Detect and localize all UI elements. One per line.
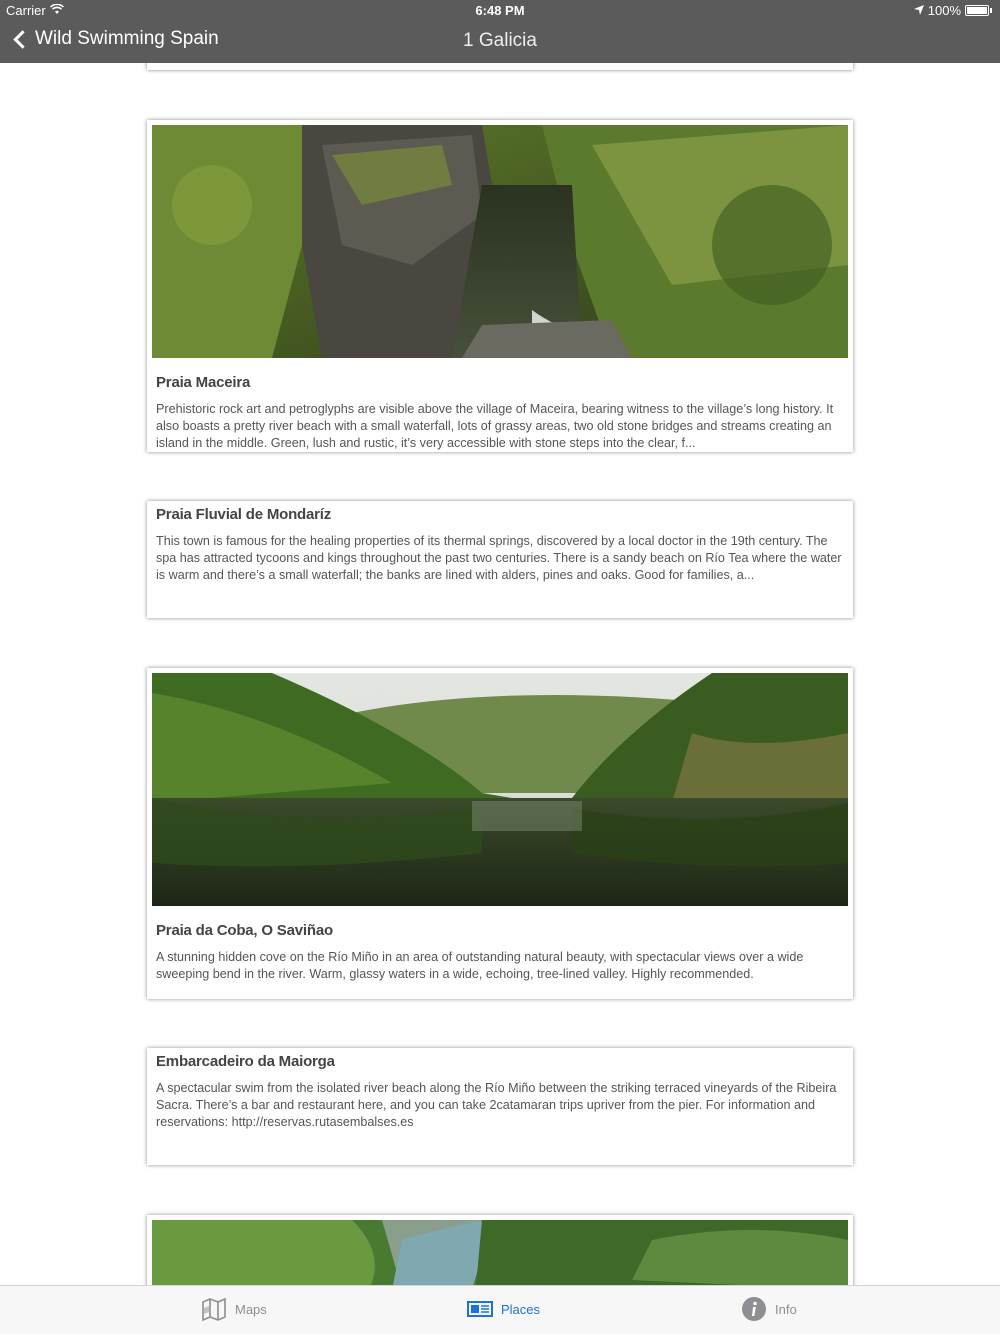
battery-icon [965, 5, 989, 16]
place-card[interactable] [147, 668, 853, 999]
map-icon [201, 1296, 227, 1322]
place-card[interactable] [147, 501, 853, 618]
tab-places[interactable] [467, 1296, 540, 1322]
status-right [914, 3, 992, 18]
place-title: Embarcadeiro da Maiorga [156, 1053, 335, 1070]
tab-info[interactable] [741, 1296, 797, 1322]
place-description: A stunning hidden cove on the Río Miño in an area of outstanding natural beauty, with spectacular views over a wide sweeping bend in the river. Warm, glassy waters in a wide, echoing, tree-lined valley. Highly recommended. [156, 950, 804, 981]
place-card[interactable] [147, 120, 853, 452]
place-image [152, 1220, 848, 1285]
tab-info-label: Info [775, 1301, 797, 1317]
tab-maps-label: Maps [235, 1301, 267, 1317]
place-description: Prehistoric rock art and petroglyphs are visible above the village of Maceira, bearing witness to the village’s long history. It also boasts a pretty river beach with a small waterfall, lots of grassy areas, two old stone bridges and streams creating an island in the middle. Green, lush and rustic, it’s very accessible with stone steps into the clear, f... [156, 402, 834, 450]
tab-maps[interactable] [201, 1296, 267, 1322]
top-bar [0, 0, 1000, 63]
status-time: 6:48 PM [475, 3, 525, 18]
list-item-partial[interactable] [147, 63, 853, 70]
place-description: This town is famous for the healing properties of its thermal springs, discovered by a local doctor in the 19th century. The spa has attracted tycoons and kings throughout the past two centuries. There is a sandy beach on Río Tea where the water is warm and there’s a small waterfall; the banks are lined with alders, pines and oaks. Good for families, a... [156, 534, 842, 582]
places-icon [467, 1296, 493, 1322]
place-description: A spectacular swim from the isolated river beach along the Río Miño between the striking terraced vineyards of the Ribeira Sacra. There’s a bar and restaurant here, and you can take 2catamaran trips upriver from the pier. For information and reservations: http://reservas.rutasembalses.es [156, 1081, 837, 1129]
info-icon [741, 1296, 767, 1322]
status-bar [0, 0, 1000, 20]
place-card[interactable] [147, 1048, 853, 1165]
navigation-bar [0, 22, 1000, 62]
tab-places-label: Places [501, 1301, 541, 1317]
place-image [152, 673, 848, 906]
page-title: 1 Galicia [463, 30, 537, 51]
carrier-label: Carrier [6, 3, 46, 18]
place-card[interactable] [147, 1215, 853, 1285]
place-image [152, 125, 848, 358]
place-title: Praia da Coba, O Saviñao [156, 922, 333, 939]
battery-tip [990, 8, 992, 13]
battery-percent: 100% [927, 3, 961, 18]
back-label: Wild Swimming Spain [35, 28, 219, 49]
location-arrow-icon [914, 3, 924, 18]
place-title: Praia Maceira [156, 374, 251, 391]
place-text [156, 506, 844, 584]
place-text [156, 374, 844, 452]
place-text [156, 922, 844, 983]
place-title: Praia Fluvial de Mondaríz [156, 506, 332, 523]
place-text [156, 1053, 844, 1131]
places-list[interactable] [0, 63, 1000, 1285]
tab-bar [0, 1285, 1000, 1334]
